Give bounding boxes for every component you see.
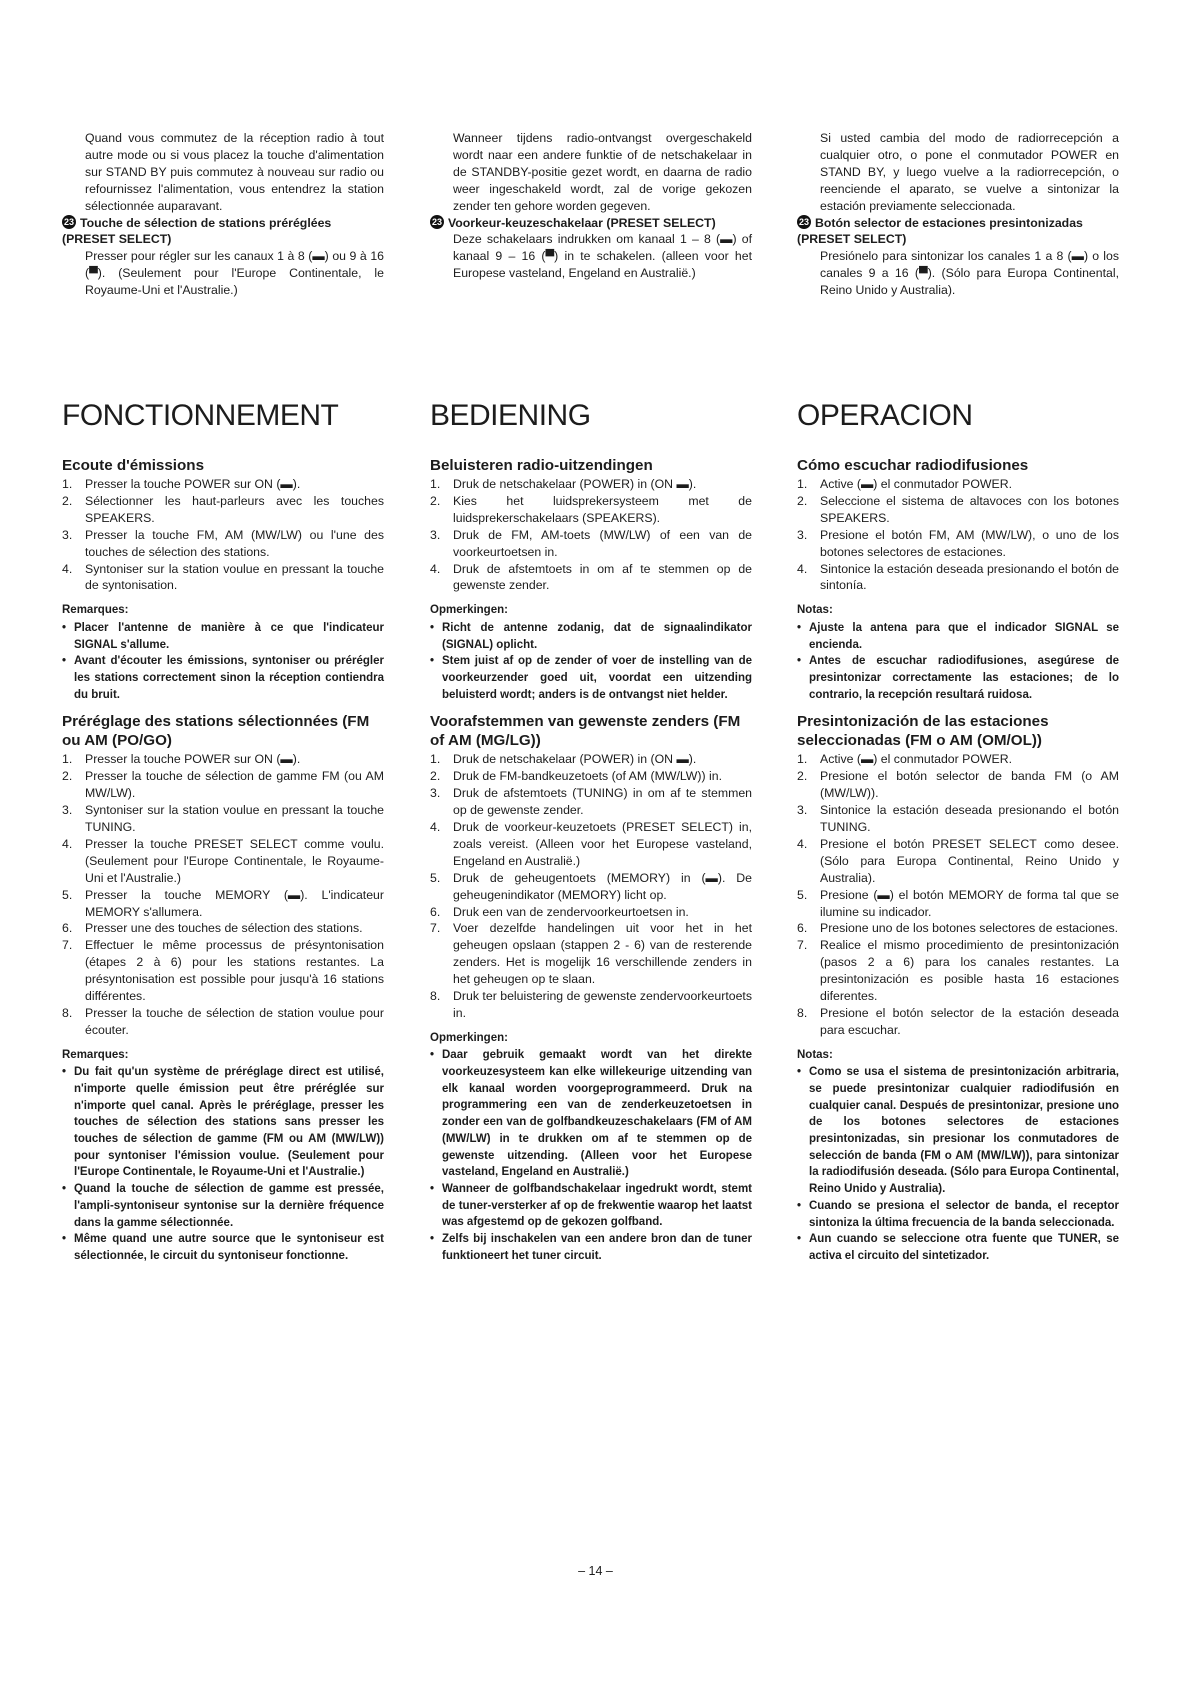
step-item: 1. Active (▬) el conmutador POWER. xyxy=(797,752,1013,767)
step-item: 3. Presione el botón FM, AM (MW/LW), o uno de los botones selectores de estaciones. xyxy=(797,527,1119,559)
item-number-badge: 23 xyxy=(63,217,74,228)
step-item: 3. Druk de FM, AM-toets (MW/LW) of een van de voorkeurtoetsen in. xyxy=(430,527,752,559)
step-item: 2. Seleccione el sistema de altavoces con los botones SPEAKERS. xyxy=(797,493,1119,525)
step-item: 3. Presser la touche FM, AM (MW/LW) ou l'une des touches de sélection des stations. xyxy=(62,527,384,559)
subsection-heading: Préréglage des stations sélectionnées (FM ou AM (PO/GO) xyxy=(62,713,370,750)
step-item: 4. Druk de voorkeur-keuzetoets (PRESET SELECT) in, zoals vereist. (Alleen voor het Europese vasteland, Engeland en Australië.) xyxy=(430,819,752,868)
notes-list xyxy=(797,620,1119,704)
note-item: • Como se usa el sistema de presintonización arbitraria, se puede presintonizar cualquier radiodifusión en cualquier canal. Después de presintonizar, presione uno de los botones selectores de estaciones presintonizadas, sin presionar los conmutadores de selección de banda (FM o AM (MW/LW)), para sintonizar la radiodifusión deseada. (Sólo para Europa Continental, Reino Unido y Australia). xyxy=(797,1064,1119,1198)
note-item: • Même quand une autre source que le syntoniseur est sélectionnée, le circuit du syntoniseur fonctionne. xyxy=(62,1231,384,1264)
note-item: • Avant d'écouter les émissions, syntoniser ou prérégler les stations correctement sinon la réception contiendra du bruit. xyxy=(62,653,384,703)
page-number: – 14 – xyxy=(578,1564,613,1578)
subsection-heading: Presintonización de las estaciones seleccionadas (FM o AM (OM/OL)) xyxy=(797,713,1049,750)
note-item: • Ajuste la antena para que el indicador SIGNAL se encienda. xyxy=(797,620,1119,653)
step-item: 2. Kies het luidsprekersysteem met de luidsprekerschakelaars (SPEAKERS). xyxy=(430,493,752,525)
subsection-heading: Ecoute d'émissions xyxy=(62,457,205,474)
preset-select-text: Deze schakelaars indrukken om kanaal 1 – 8 (▬) of kanaal 9 – 16 (▀) in te schakelen. (alleen voor het Europese vasteland, Engeland en Australië.) xyxy=(453,232,752,281)
step-item: 1. Presser la touche POWER sur ON (▬). xyxy=(62,752,301,767)
step-item: 4. Syntoniser sur la station voulue en pressant la touche de syntonisation. xyxy=(62,561,384,593)
intro-block xyxy=(797,130,1119,299)
item-number-badge: 23 xyxy=(798,217,809,228)
steps-list xyxy=(797,751,1119,1038)
notes-list xyxy=(430,1047,752,1264)
step-item: 5. Presser la touche MEMORY (▬). L'indicateur MEMORY s'allumera. xyxy=(62,887,384,919)
step-item: 4. Sintonice la estación deseada presionando el botón de sintonía. xyxy=(797,561,1119,593)
notes-title: Opmerkingen: xyxy=(430,604,508,617)
note-item: • Placer l'antenne de manière à ce que l'indicateur SIGNAL s'allume. xyxy=(62,620,384,653)
step-item: 3. Druk de afstemtoets (TUNING) in om af te stemmen op de gewenste zender. xyxy=(430,786,752,818)
intro-text: Si usted cambia del modo de radiorrecepción a cualquier otro, o pone el conmutador POWER en STAND BY, y luego vuelve a la radiorrecepción, o reenciende el aparato, se vuelve a sintonizar la estación previamente seleccionada. xyxy=(820,131,1119,213)
step-item: 4. Presser la touche PRESET SELECT comme voulu. (Seulement pour l'Europe Continentale, le Royaume-Uni et l'Australie.) xyxy=(62,836,384,885)
notes-list xyxy=(797,1064,1119,1264)
step-item: 7. Effectuer le même processus de présyntonisation (étapes 2 à 6) pour les stations restantes. La présyntonisation est possible pour jusqu'à 16 stations différentes. xyxy=(62,938,384,1004)
subsection-heading: Beluisteren radio-uitzendingen xyxy=(430,457,653,474)
step-item: 1. Presser la touche POWER sur ON (▬). xyxy=(62,477,301,491)
subsection-heading: Voorafstemmen van gewenste zenders (FM of AM (MG/LG)) xyxy=(430,713,741,750)
step-item: 7. Voer dezelfde handelingen uit voor het in het geheugen opslaan (stappen 2 - 6) van de resterende zenders. Het is mogelijk 16 verschillende zenders in het geheugen op te slaan. xyxy=(430,921,752,987)
intro-block xyxy=(62,130,384,299)
notes-title: Notas: xyxy=(797,604,833,617)
step-item: 3. Syntoniser sur la station voulue en pressant la touche TUNING. xyxy=(62,803,384,834)
step-item: 2. Druk de FM-bandkeuzetoets (of AM (MW/LW)) in. xyxy=(430,769,723,784)
steps-list xyxy=(430,751,752,1022)
preset-select-heading xyxy=(62,215,384,249)
preset-select-title: Botón selector de estaciones presintonizadas (PRESET SELECT) xyxy=(797,215,1083,247)
step-item: 8. Presser la touche de sélection de station voulue pour écouter. xyxy=(62,1005,384,1037)
note-item: • Stem juist af op de zender of voer de instelling van de voorkeurzender goed uit, voordat een uitzending beluisterd wordt; anders is de ontvangst niet helder. xyxy=(430,653,752,703)
notes-title: Notas: xyxy=(797,1048,833,1061)
step-item: 4. Druk de afstemtoets in om af te stemmen op de gewenste zender. xyxy=(430,561,752,593)
section-body xyxy=(430,396,752,1265)
intro-block xyxy=(430,130,752,282)
note-item: • Wanneer de golfbandschakelaar ingedrukt wordt, stemt de tuner-versterker af op de frekwentie waarop het laatst was afgestemd op de gekozen golfband. xyxy=(430,1181,752,1231)
notes-list xyxy=(62,1064,384,1264)
step-item: 2. Presser la touche de sélection de gamme FM (ou AM MW/LW). xyxy=(62,769,384,801)
item-number-badge: 23 xyxy=(431,217,442,228)
step-item: 3. Sintonice la estación deseada presionando el botón TUNING. xyxy=(797,803,1119,834)
section-body xyxy=(797,396,1119,1265)
notes-title: Remarques: xyxy=(62,604,129,617)
preset-select-heading xyxy=(797,215,1119,249)
note-item: • Du fait qu'un système de préréglage direct est utilisé, n'importe quelle émission peut être préréglée sur n'importe quel canal. Après le préréglage, presser les touches de sélection des stations sans presser les touches de sélection de gamme (FM ou AM (MW/LW)) pour syntoniser l'émission voulue. (Seulement pour l'Europe Continentale, le Royaume-Uni et l'Australie.) xyxy=(62,1064,384,1181)
step-item: 8. Druk ter beluistering de gewenste zendervoorkeurtoets in. xyxy=(430,989,752,1020)
section-title: OPERACION xyxy=(797,399,973,432)
steps-list xyxy=(62,476,384,594)
section-title: FONCTIONNEMENT xyxy=(62,399,339,432)
section-title: BEDIENING xyxy=(430,399,591,432)
step-item: 6. Druk een van de zendervoorkeurtoetsen in. xyxy=(430,904,689,919)
note-item: • Aun cuando se seleccione otra fuente que TUNER, se activa el circuito del sintetizador. xyxy=(797,1231,1119,1264)
steps-list xyxy=(62,751,384,1038)
notes-list xyxy=(62,620,384,704)
step-item: 1. Druk de netschakelaar (POWER) in (ON ▬). xyxy=(430,752,697,767)
preset-select-title: Touche de sélection de stations préréglées (PRESET SELECT) xyxy=(62,215,332,247)
step-item: 5. Presione (▬) el botón MEMORY de forma tal que se ilumine su indicador. xyxy=(797,887,1119,919)
section-body xyxy=(62,396,384,1265)
note-item: • Quand la touche de sélection de gamme est pressée, l'ampli-syntoniseur syntonise sur la dernière fréquence dans la gamme sélectionnée. xyxy=(62,1181,384,1231)
step-item: 6. Presione uno de los botones selectores de estaciones. xyxy=(797,921,1119,936)
step-item: 2. Sélectionner les haut-parleurs avec les touches SPEAKERS. xyxy=(62,493,384,525)
intro-text: Quand vous commutez de la réception radio à tout autre mode ou si vous placez la touche d'alimentation sur STAND BY puis commutez à nouveau sur radio ou refournissez l'alimentation, vous entendrez la station sélectionnée auparavant. xyxy=(85,131,384,213)
subsection-heading: Cómo escuchar radiodifusiones xyxy=(797,457,1029,474)
notes-list xyxy=(430,620,752,704)
intro-text: Wanneer tijdens radio-ontvangst overgeschakeld wordt naar een andere funktie of de netschakelaar in de STANDBY-positie gezet wordt, en daarna de radio weer ingeschakeld wordt, zal de vorige gekozen zender ten gehore worden gegeven. xyxy=(453,131,752,213)
step-item: 6. Presser une des touches de sélection des stations. xyxy=(62,921,363,936)
steps-list xyxy=(430,476,752,594)
step-item: 5. Druk de geheugentoets (MEMORY) in (▬). De geheugenindikator (MEMORY) licht op. xyxy=(430,870,752,902)
note-item: • Richt de antenne zodanig, dat de signaalindikator (SIGNAL) oplicht. xyxy=(430,620,752,653)
note-item: • Zelfs bij inschakelen van een andere bron dan de tuner funktioneert het tuner circuit. xyxy=(430,1231,752,1264)
note-item: • Daar gebruik gemaakt wordt van het direkte voorkeuzesysteem kan elke willekeurige uitzending van elk kanaal worden voorgeprogrammeerd. Druk na programmering een van de zenderkeuzetoetsen in zonder een van de golfbandkeuzeschakelaars (FM of AM (MW/LW) in te drukken om af te stemmen op de gewenste uitzending. (Alleen voor het Europese vasteland, Engeland en Australië.) xyxy=(430,1047,752,1181)
step-item: 7. Realice el mismo procedimiento de presintonización (pasos 2 a 6) para los canales restantes. La presintonización es posible hasta 16 estaciones diferentes. xyxy=(797,938,1119,1004)
step-item: 2. Presione el botón selector de banda FM (o AM (MW/LW)). xyxy=(797,769,1119,801)
preset-select-title: Voorkeur-keuzeschakelaar (PRESET SELECT) xyxy=(448,215,716,230)
step-item: 4. Presione el botón PRESET SELECT como desee. (Sólo para Europa Continental, Reino Unido y Australia). xyxy=(797,836,1119,885)
step-item: 8. Presione el botón selector de la estación deseada para escuchar. xyxy=(797,1005,1119,1037)
preset-select-heading xyxy=(430,215,752,232)
steps-list xyxy=(797,476,1119,594)
step-item: 1. Druk de netschakelaar (POWER) in (ON ▬). xyxy=(430,477,697,491)
preset-select-text: Presser pour régler sur les canaux 1 à 8 (▬) ou 9 à 16 (▀). (Seulement pour l'Europe Continentale, le Royaume-Uni et l'Australie.) xyxy=(85,249,384,298)
step-item: 1. Active (▬) el conmutador POWER. xyxy=(797,477,1013,491)
note-item: • Cuando se presiona el selector de banda, el receptor sintoniza la última frecuencia de la banda seleccionada. xyxy=(797,1198,1119,1231)
notes-title: Opmerkingen: xyxy=(430,1031,508,1044)
preset-select-text: Presiónelo para sintonizar los canales 1 a 8 (▬) o los canales 9 a 16 (▀). (Sólo para Europa Continental, Reino Unido y Australia). xyxy=(820,249,1119,298)
note-item: • Antes de escuchar radiodifusiones, asegúrese de presintonizar correctamente las estaciones; de lo contrario, la recepción resultará ruidosa. xyxy=(797,653,1119,703)
notes-title: Remarques: xyxy=(62,1048,129,1061)
